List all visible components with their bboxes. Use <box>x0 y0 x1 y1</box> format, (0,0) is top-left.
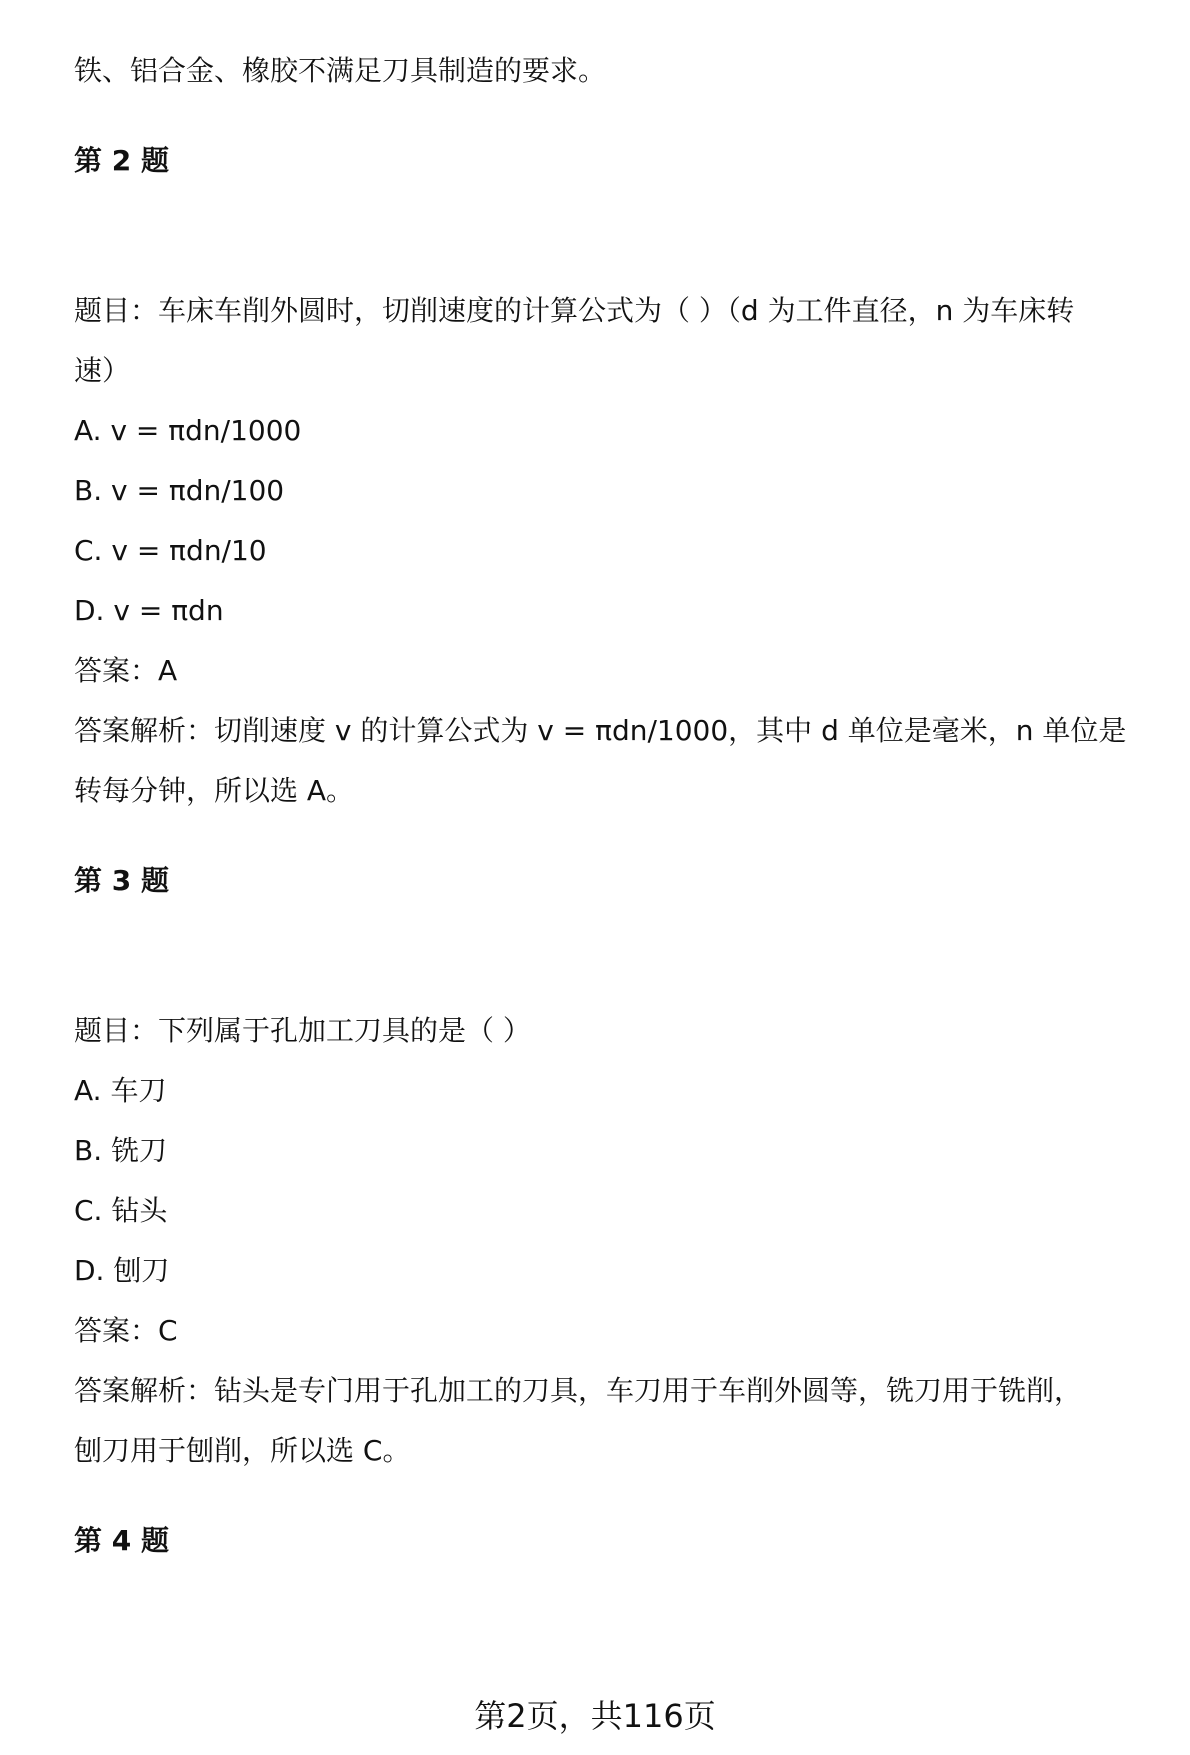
question-3-explanation: 答案解析：钻头是专门用于孔加工的刀具，车刀用于车削外圆等，铣刀用于铣削， <box>74 1374 1083 1407</box>
question-2-explanation: 答案解析：切削速度 v 的计算公式为 v = πdn/1000，其中 d 单位是毫米，n 单位是 <box>74 714 1127 747</box>
question-2-answer: 答案：A <box>74 654 178 687</box>
question-2-stem: 题目：车床车削外圆时，切削速度的计算公式为（ ）（d 为工件直径，n 为车床转 <box>74 294 1075 327</box>
question-3-option-d: D. 刨刀 <box>74 1254 170 1287</box>
question-2-explanation-cont: 转每分钟，所以选 A。 <box>74 774 355 807</box>
question-2-heading: 第 2 题 <box>74 144 169 177</box>
question-2-option-d: D. v = πdn <box>74 594 224 627</box>
previous-explanation-tail: 铁、铝合金、橡胶不满足刀具制造的要求。 <box>74 54 607 87</box>
question-3-option-a: A. 车刀 <box>74 1074 167 1107</box>
page-number-footer: 第2页，共116页 <box>474 1697 716 1735</box>
question-3-option-b: B. 铣刀 <box>74 1134 168 1167</box>
question-2-option-b: B. v = πdn/100 <box>74 474 285 507</box>
question-2-stem-cont: 速） <box>74 354 131 387</box>
question-2-option-a: A. v = πdn/1000 <box>74 414 302 447</box>
question-4-heading: 第 4 题 <box>74 1524 169 1557</box>
question-3-option-c: C. 钻头 <box>74 1194 168 1227</box>
question-2-option-c: C. v = πdn/10 <box>74 534 267 567</box>
question-3-explanation-cont: 刨刀用于刨削，所以选 C。 <box>74 1434 411 1467</box>
question-3-heading: 第 3 题 <box>74 864 169 897</box>
question-3-stem: 题目：下列属于孔加工刀具的是（ ） <box>74 1014 531 1047</box>
question-3-answer: 答案：C <box>74 1314 178 1347</box>
